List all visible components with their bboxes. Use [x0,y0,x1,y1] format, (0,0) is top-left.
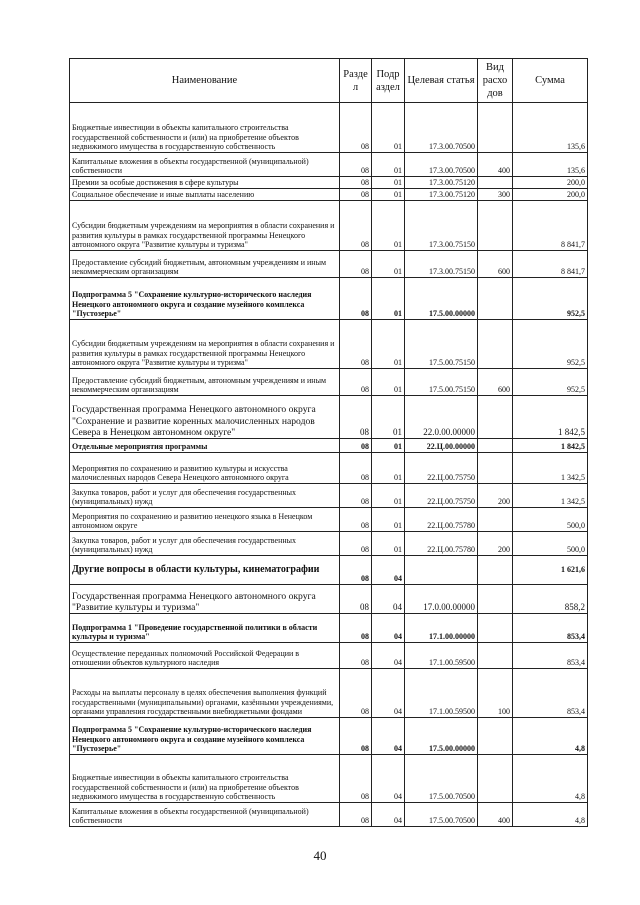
row-name: Закупка товаров, работ и услуг для обеспечения государственных (муниципальных) нужд [70,532,340,556]
row-subsection: 01 [372,153,405,177]
table-row [70,643,588,669]
row-subsection: 01 [372,453,405,484]
row-name: Субсидии бюджетным учреждениям на мероприятия в области сохранения и развития культуры в рамках государственной программы Ненецкого автономного округа "Развитие культуры и туризма" [70,201,340,251]
row-subsection: 01 [372,189,405,201]
row-name: Государственная программа Ненецкого автономного округа "Сохранение и развитие коренных малочисленных народов Севера в Ненецком автономном округе" [70,396,340,439]
row-type: 400 [478,153,513,177]
table-row [70,103,588,153]
row-type: 300 [478,189,513,201]
row-section: 08 [340,251,372,278]
row-target: 17.5.00.70500 [405,755,478,803]
table-row [70,453,588,484]
row-target: 22.Ц.00.75750 [405,484,478,508]
table-row [70,369,588,396]
row-target: 17.3.00.75150 [405,251,478,278]
row-amount: 853,4 [513,614,588,643]
row-name: Отдельные мероприятия программы [70,439,340,453]
header-section: Разде л [340,59,372,103]
row-target: 17.1.00.59500 [405,643,478,669]
row-amount: 135,6 [513,103,588,153]
row-amount: 1 621,6 [513,556,588,585]
row-section: 08 [340,439,372,453]
row-type: 600 [478,251,513,278]
row-name: Бюджетные инвестиции в объекты капитального строительства государственной собственности и (или) на приобретение объектов недвижимого имущества в государственную собственность [70,103,340,153]
table-row [70,320,588,369]
row-target: 17.5.00.75150 [405,320,478,369]
row-section: 08 [340,153,372,177]
table-row [70,803,588,827]
header-subsection: Подр аздел [372,59,405,103]
table-row [70,508,588,532]
row-section: 08 [340,396,372,439]
row-section: 08 [340,585,372,614]
table-row [70,189,588,201]
row-name: Расходы на выплаты персоналу в целях обеспечения выполнения функций государственными (муниципальными) органами, казёнными учреждениями, органами управления государственными внебюджетными фондами [70,669,340,718]
table-row [70,755,588,803]
row-section: 08 [340,643,372,669]
row-subsection: 01 [372,201,405,251]
row-target: 17.0.00.00000 [405,585,478,614]
table-row [70,718,588,755]
row-amount: 1 342,5 [513,453,588,484]
row-type: 100 [478,669,513,718]
row-name: Подпрограмма 5 "Сохранение культурно-исторического наследия Ненецкого автономного округа и создание музейного комплекса "Пустозерье" [70,278,340,320]
row-amount: 4,8 [513,718,588,755]
row-name: Бюджетные инвестиции в объекты капитального строительства государственной собственности и (или) на приобретение объектов недвижимого имущества в государственную собственность [70,755,340,803]
row-amount: 200,0 [513,189,588,201]
row-target: 17.3.00.75120 [405,177,478,189]
row-amount: 858,2 [513,585,588,614]
row-type [478,614,513,643]
row-section: 08 [340,278,372,320]
budget-table [69,58,588,827]
row-target: 17.5.00.00000 [405,278,478,320]
row-type [478,556,513,585]
row-target: 17.3.00.75120 [405,189,478,201]
row-section: 08 [340,614,372,643]
row-target: 22.Ц.00.75780 [405,508,478,532]
row-subsection: 04 [372,556,405,585]
row-type [478,718,513,755]
row-subsection: 01 [372,320,405,369]
row-subsection: 01 [372,439,405,453]
row-type [478,439,513,453]
row-subsection: 01 [372,484,405,508]
row-type [478,643,513,669]
row-name: Другие вопросы в области культуры, кинематографии [70,556,340,585]
row-subsection: 04 [372,755,405,803]
row-section: 08 [340,755,372,803]
row-type [478,585,513,614]
header-name: Наименование [70,59,340,103]
header-target: Целевая статья [405,59,478,103]
row-amount: 952,5 [513,369,588,396]
row-subsection: 01 [372,369,405,396]
row-type [478,177,513,189]
row-section: 08 [340,177,372,189]
row-amount: 4,8 [513,755,588,803]
table-row [70,396,588,439]
row-section: 08 [340,320,372,369]
row-subsection: 01 [372,396,405,439]
row-amount: 1 842,5 [513,396,588,439]
row-target: 17.1.00.00000 [405,614,478,643]
row-type: 200 [478,532,513,556]
row-type [478,453,513,484]
row-target: 17.3.00.75150 [405,201,478,251]
row-section: 08 [340,556,372,585]
row-target: 22.Ц.00.00000 [405,439,478,453]
row-target: 17.3.00.70500 [405,153,478,177]
row-name: Государственная программа Ненецкого автономного округа "Развитие культуры и туризма" [70,585,340,614]
row-section: 08 [340,803,372,827]
row-name: Осуществление переданных полномочий Российской Федерации в отношении объектов культурного наследия [70,643,340,669]
row-amount: 1 342,5 [513,484,588,508]
header-type: Вид расхо дов [478,59,513,103]
row-type: 200 [478,484,513,508]
row-type [478,278,513,320]
row-section: 08 [340,369,372,396]
row-section: 08 [340,532,372,556]
table-header-row [70,59,588,103]
row-amount: 8 841,7 [513,251,588,278]
row-name: Мероприятия по сохранению и развитию ненецкого языка в Ненецком автономном округе [70,508,340,532]
row-subsection: 01 [372,103,405,153]
row-type: 400 [478,803,513,827]
row-section: 08 [340,103,372,153]
row-target: 17.3.00.70500 [405,103,478,153]
row-subsection: 01 [372,532,405,556]
row-target: 17.5.00.00000 [405,718,478,755]
table-row [70,484,588,508]
row-amount: 853,4 [513,643,588,669]
row-amount: 135,6 [513,153,588,177]
row-amount: 500,0 [513,532,588,556]
row-name: Капитальные вложения в объекты государственной (муниципальной) собственности [70,153,340,177]
row-target: 22.0.00.00000 [405,396,478,439]
row-subsection: 04 [372,718,405,755]
row-amount: 4,8 [513,803,588,827]
row-amount: 1 842,5 [513,439,588,453]
row-subsection: 04 [372,614,405,643]
row-name: Подпрограмма 5 "Сохранение культурно-исторического наследия Ненецкого автономного округа и создание музейного комплекса "Пустозерье" [70,718,340,755]
table-row [70,201,588,251]
row-section: 08 [340,484,372,508]
table-row [70,585,588,614]
row-target: 17.5.00.70500 [405,803,478,827]
table-row [70,177,588,189]
row-section: 08 [340,189,372,201]
row-type [478,103,513,153]
row-subsection: 01 [372,508,405,532]
table-row [70,278,588,320]
row-amount: 952,5 [513,278,588,320]
row-section: 08 [340,718,372,755]
row-section: 08 [340,508,372,532]
row-amount: 200,0 [513,177,588,189]
row-section: 08 [340,669,372,718]
table-row [70,669,588,718]
row-type [478,201,513,251]
row-section: 08 [340,453,372,484]
row-subsection: 04 [372,643,405,669]
row-subsection: 04 [372,803,405,827]
row-name: Подпрограмма 1 "Проведение государственной политики в области культуры и туризма" [70,614,340,643]
header-amount: Сумма [513,59,588,103]
row-target: 22.Ц.00.75750 [405,453,478,484]
row-target: 17.5.00.75150 [405,369,478,396]
row-amount: 500,0 [513,508,588,532]
row-name: Предоставление субсидий бюджетным, автономным учреждениям и иным некоммерческим организациям [70,251,340,278]
table-row [70,153,588,177]
row-type [478,396,513,439]
row-type [478,508,513,532]
row-subsection: 04 [372,669,405,718]
row-amount: 8 841,7 [513,201,588,251]
row-target [405,556,478,585]
table-row [70,439,588,453]
row-name: Капитальные вложения в объекты государственной (муниципальной) собственности [70,803,340,827]
row-name: Мероприятия по сохранению и развитию культуры и искусства малочисленных народов Севера Ненецкого автономного округа [70,453,340,484]
row-name: Предоставление субсидий бюджетным, автономным учреждениям и иным некоммерческим организациям [70,369,340,396]
table-row [70,532,588,556]
row-amount: 952,5 [513,320,588,369]
row-name: Социальное обеспечение и иные выплаты населению [70,189,340,201]
row-target: 17.1.00.59500 [405,669,478,718]
row-name: Закупка товаров, работ и услуг для обеспечения государственных (муниципальных) нужд [70,484,340,508]
row-subsection: 01 [372,278,405,320]
row-type [478,755,513,803]
row-subsection: 04 [372,585,405,614]
row-name: Премии за особые достижения в сфере культуры [70,177,340,189]
row-type: 600 [478,369,513,396]
row-amount: 853,4 [513,669,588,718]
table-row [70,251,588,278]
row-target: 22.Ц.00.75780 [405,532,478,556]
table-row [70,556,588,585]
page-number: 40 [313,848,327,863]
row-section: 08 [340,201,372,251]
row-type [478,320,513,369]
row-subsection: 01 [372,251,405,278]
row-subsection: 01 [372,177,405,189]
table-row [70,614,588,643]
row-name: Субсидии бюджетным учреждениям на мероприятия в области сохранения и развития культуры в рамках государственной программы Ненецкого автономного округа "Развитие культуры и туризма" [70,320,340,369]
